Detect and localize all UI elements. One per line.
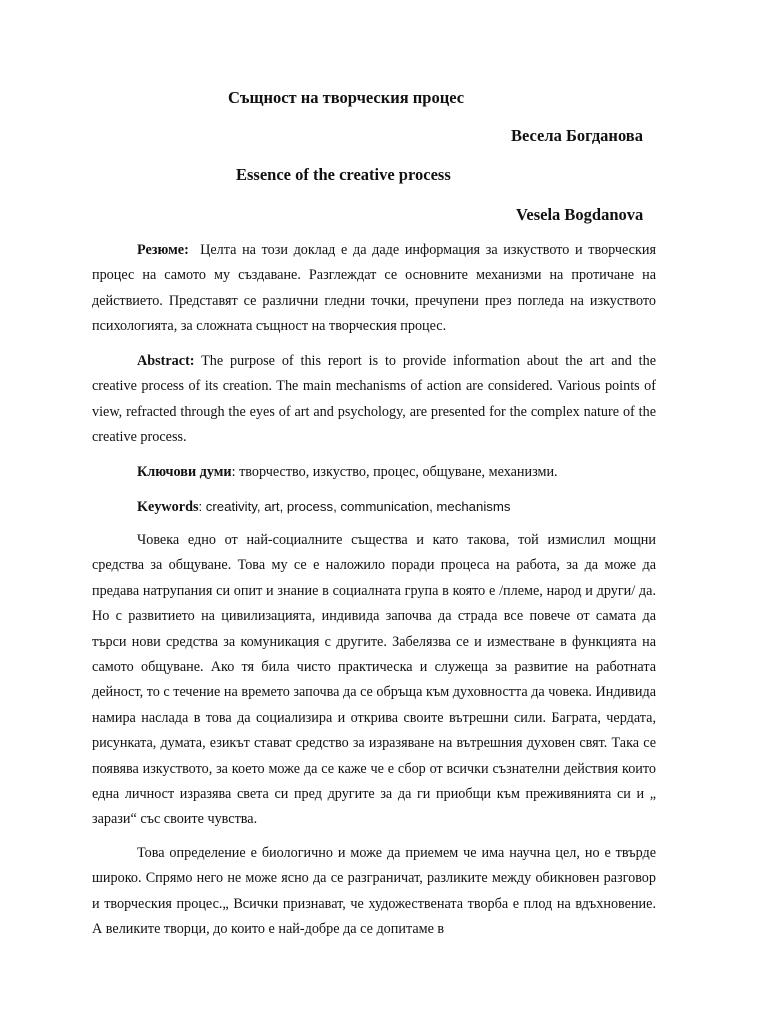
- keywords-bulgarian-text: : творчество, изкуство, процес, общуване, механизми.: [231, 464, 558, 480]
- keywords-english-text: : creativity, art, process, communication, mechanisms: [198, 499, 511, 514]
- resume-text: Целта на този доклад е да даде информация за изкуството и творческия процес на самото му създаване. Разглеждат се основните механизми на протичане на действието. Представят се различни гледни точки, пречупени през погледа на изкуството психологията, за сложната същност на творческия процес.: [92, 242, 656, 335]
- body-paragraph-2: [92, 841, 656, 943]
- title-english: Essence of the creative process: [236, 165, 451, 184]
- body-paragraph-1-text: Човека едно от най-социалните същества и като такова, той измислил мощни средства за общуване. Това му се е наложило поради процеса на работа, за да може да предава натрупания си опит и знание в социалната група в която е /племе, народ и други/ да. Но с развитието на цивилизацията, индивида започва да страда все повече от самата да търси нови средства за комуникация с другите. Забелязва се и изместване в функцията на самото общуване. Ако тя била чисто практическа и служеща за развитие на работната дейност, то с течение на времето започва да се обръща към духовността да човека. Индивида намира наслада в това да социализира и открива своите вътрешни сили. Баграта, чердата, рисунката, думата, езикът стават средство за изразяване на вътрешния духовен свят. Така се появява изкуството, за което може да се каже че е сбор от всички съзнателни действия които една личност изразява света си пред другите за да ги приобщи към преживянията си и „ зарази“ със своите чувства.: [92, 532, 656, 828]
- body-paragraph-1: [92, 528, 656, 833]
- keywords-bulgarian-label: Ключови думи: [137, 464, 232, 480]
- keywords-bulgarian-paragraph: [92, 460, 656, 485]
- abstract-label: Abstract:: [137, 353, 195, 369]
- body-paragraph-2-text: Това определение е биологично и може да приемем че има научна цел, но е твърде широко. Спрямо него не може ясно да се разграничат, разликите между обикновен разговор и творческия процес.„ Всички признават, че художествената творба е плод на вдъхновение. А великите творци, до които е най-добре да се допитаме в: [92, 845, 656, 938]
- resume-paragraph: [92, 238, 656, 340]
- author-bulgarian: Весела Богданова: [511, 126, 643, 145]
- keywords-english-label: Keywords: [137, 499, 199, 515]
- resume-label: Резюме:: [137, 242, 189, 258]
- abstract-paragraph: [92, 349, 656, 451]
- title-bulgarian: Същност на творческия процес: [228, 88, 465, 107]
- keywords-english-paragraph: [92, 494, 656, 520]
- author-english: Vesela Bogdanova: [516, 205, 644, 224]
- abstract-text: The purpose of this report is to provide information about the art and the creative process of its creation. The main mechanisms of action are considered. Various points of view, refracted through the eyes of art and psychology, are presented for the complex nature of the creative process.: [92, 353, 656, 446]
